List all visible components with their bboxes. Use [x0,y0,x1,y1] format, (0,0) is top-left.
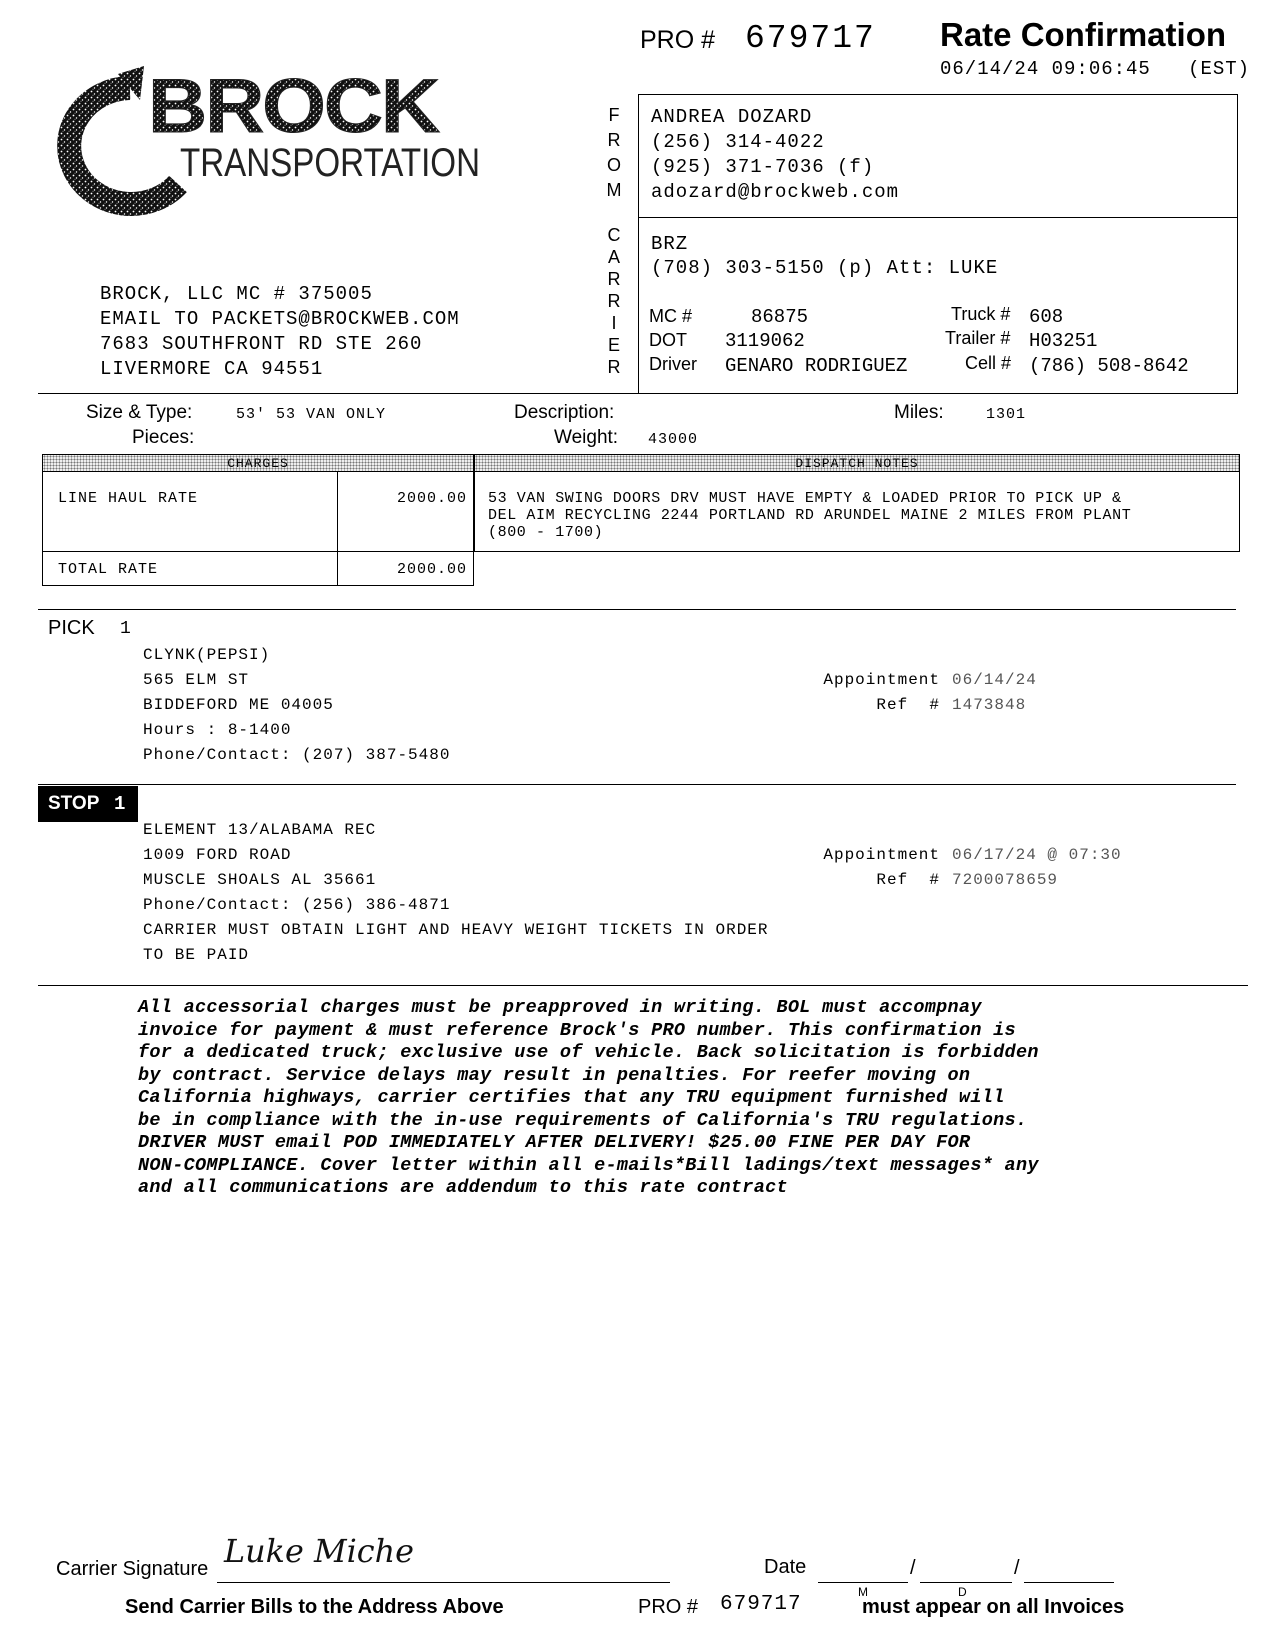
carrier-phone: (708) 303-5150 (p) Att: LUKE [651,257,999,279]
charge-amount: 2000.00 [396,490,467,507]
divider [38,784,1236,785]
svg-text:Luke Miche: Luke Miche [223,1532,414,1570]
brock-logo [48,66,508,226]
miles-value: 1301 [986,406,1027,423]
pick-ref-label: Ref # [876,696,940,714]
description-label: Description: [514,402,615,423]
document-title: Rate Confirmation [940,16,1227,53]
mc-value: 86875 [751,306,809,328]
pro-label: PRO # [640,26,716,54]
cell-value: (786) 508-8642 [1029,355,1189,377]
date-label: Date [764,1556,807,1578]
from-contact-box [638,94,1238,218]
pick-line: BIDDEFORD ME 04005 [143,696,334,714]
dot-value: 3119062 [725,330,805,352]
stop-appointment-label: Appointment [823,846,940,864]
logo-tagline-text: TRANSPORTATION [180,141,480,185]
pick-line: 565 ELM ST [143,671,250,689]
stop-line: TO BE PAID [143,946,250,964]
stop-appointment-value: 06/17/24 @ 07:30 [952,846,1122,864]
total-amount: 2000.00 [396,561,467,578]
from-phone: (256) 314-4022 [651,131,825,153]
stop-badge [38,786,138,822]
date-day-sublabel: D [958,1585,967,1599]
stop-line: ELEMENT 13/ALABAMA REC [143,821,377,839]
date-month-field[interactable] [818,1582,908,1583]
pick-appointment-value: 06/14/24 [952,671,1037,689]
date-year-field[interactable] [1024,1582,1114,1583]
timezone-value: (EST) [1188,58,1251,80]
stop-details [143,818,769,968]
divider [38,609,1236,610]
pick-ref-value: 1473848 [952,696,1027,714]
pick-line: CLYNK(PEPSI) [143,646,271,664]
weight-value: 43000 [648,431,699,448]
pick-appointment-label: Appointment [823,671,940,689]
footer-pro-number: 679717 [720,1593,802,1616]
company-line: LIVERMORE CA 94551 [100,358,324,380]
logo-brand-text: BROCK [148,66,441,149]
dispatch-notes-header: DISPATCH NOTES [474,454,1240,472]
size-type-value: 53' 53 VAN ONLY [236,406,387,423]
datetime-value: 06/14/24 09:06:45 [940,58,1151,80]
trailer-value: H03251 [1029,330,1098,352]
from-vertical-label: F R O M [606,105,622,200]
driver-value: GENARO RODRIGUEZ [725,355,908,377]
signature-line[interactable] [217,1582,670,1583]
from-fax: (925) 371-7036 (f) [651,156,875,178]
truck-label: Truck # [951,304,1011,324]
company-line: 7683 SOUTHFRONT RD STE 260 [100,333,423,355]
divider [38,985,1248,986]
footer-pro-label: PRO # [638,1596,699,1618]
charges-header: CHARGES [42,454,474,472]
footer-invoices-text: must appear on all Invoices [862,1596,1125,1618]
company-line: EMAIL TO PACKETS@BROCKWEB.COM [100,308,460,330]
carrier-signature [220,1526,420,1576]
pick-line: Hours : 8-1400 [143,721,292,739]
from-name: ANDREA DOZARD [651,106,813,128]
miles-label: Miles: [894,402,944,423]
size-type-label: Size & Type: [86,402,193,423]
pro-number: 679717 [745,20,876,57]
date-slash: / [1014,1557,1020,1579]
stop-line: 1009 FORD ROAD [143,846,292,864]
stop-line: CARRIER MUST OBTAIN LIGHT AND HEAVY WEIGHT TICKETS IN ORDER [143,921,769,939]
total-label: TOTAL RATE [58,561,159,578]
mc-label: MC # [649,306,693,326]
dot-label: DOT [649,330,687,350]
driver-label: Driver [649,354,697,374]
stop-ref-value: 7200078659 [952,871,1059,889]
carrier-name: BRZ [651,233,689,255]
stop-line: MUSCLE SHOALS AL 35661 [143,871,377,889]
carrier-vertical-label: C A R R I E R [607,225,621,377]
signature-label: Carrier Signature [56,1558,209,1580]
date-slash: / [910,1557,916,1579]
date-day-field[interactable] [920,1582,1012,1583]
cell-label: Cell # [965,353,1012,373]
stop-number: 1 [114,793,126,815]
pieces-label: Pieces: [132,427,195,448]
divider [38,393,638,394]
stop-label: STOP [48,793,100,814]
company-address-block [100,282,460,382]
charge-amount-cell [337,471,474,552]
stop-ref-label: Ref # [876,871,940,889]
pick-line: Phone/Contact: (207) 387-5480 [143,746,451,764]
pick-number: 1 [120,619,131,639]
trailer-label: Trailer # [945,328,1011,348]
terms-text: All accessorial charges must be preapproved in writing. BOL must accompnay invoice for payment & must reference Brock's PRO number. This confirmation is for a dedicated truck; exclusive use of vehicle. Back solicitation is forbidden by contract. Service delays may result in penalties. For reefer moving on California highways, carrier certifies that any TRU equipment furnished will be in compliance with the in-use requirements of California's TRU regulations. DRIVER MUST email POD IMMEDIATELY AFTER DELIVERY! $25.00 FINE PER DAY FOR NON-COMPLIANCE. Cover letter within all e-mails*Bill ladings/text messages* any and all communications are addendum to this rate contract [138,997,1039,1198]
from-email: adozard@brockweb.com [651,181,900,203]
stop-line: Phone/Contact: (256) 386-4871 [143,896,451,914]
carrier-box [638,218,1238,394]
weight-label: Weight: [554,427,619,448]
from-details [651,105,899,205]
pick-details [143,643,450,768]
date-month-sublabel: M [858,1585,868,1599]
charge-label-cell [42,471,338,552]
company-line: BROCK, LLC MC # 375005 [100,283,373,305]
document-datetime [940,58,1250,80]
dispatch-notes-text: 53 VAN SWING DOORS DRV MUST HAVE EMPTY & LOADED PRIOR TO PICK UP & DEL AIM RECYCLING 2244 PORTLAND RD ARUNDEL MAINE 2 MILES FROM PLANT (800 - 1700) [488,490,1132,541]
footer-bills-text: Send Carrier Bills to the Address Above [125,1596,504,1618]
truck-value: 608 [1029,306,1064,328]
charge-label: LINE HAUL RATE [58,490,199,507]
pick-label: PICK [48,617,95,639]
